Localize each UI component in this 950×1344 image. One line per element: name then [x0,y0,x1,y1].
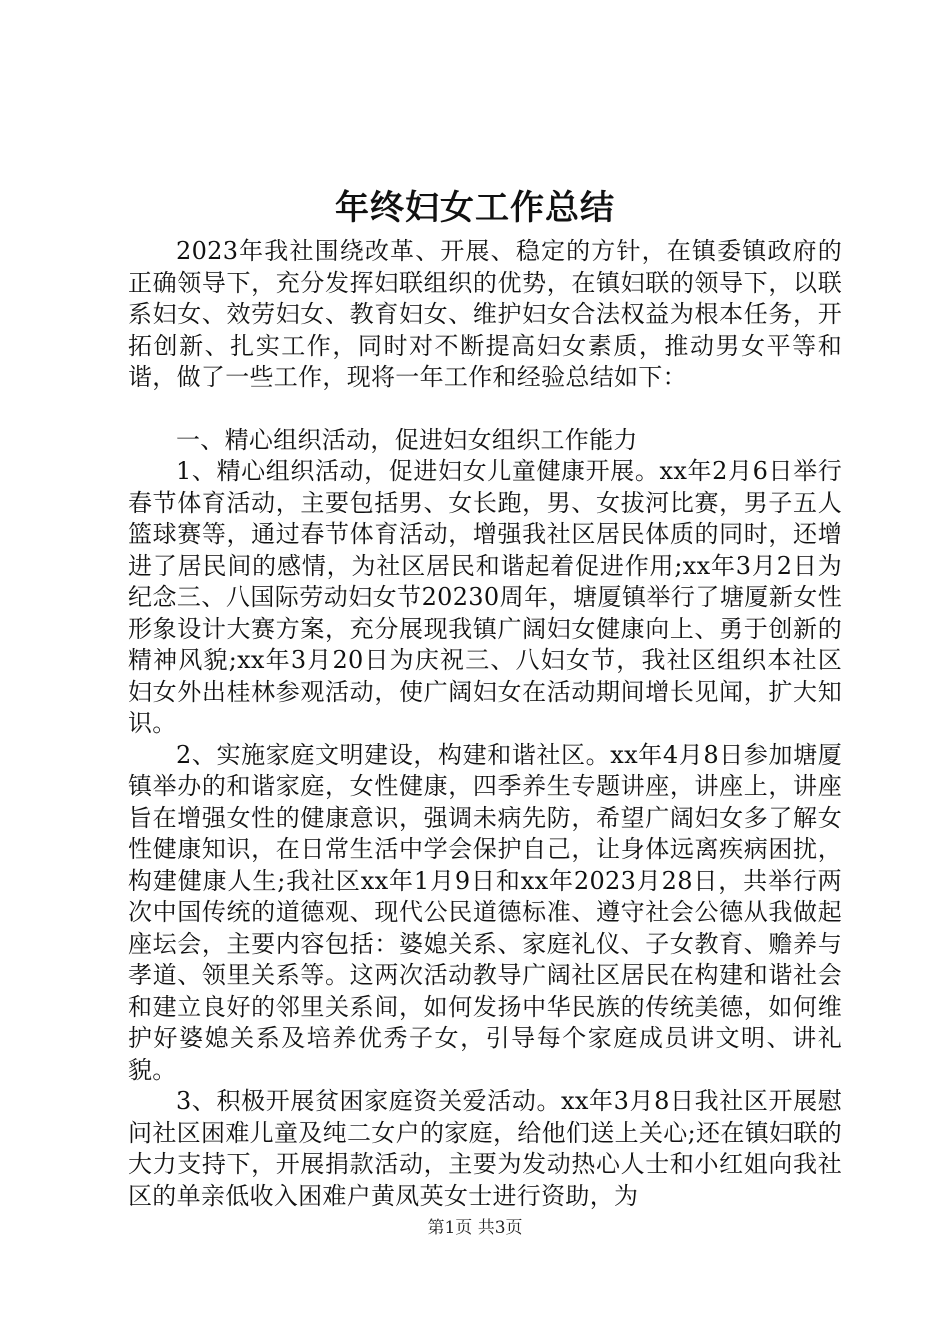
document-body [128,236,842,1212]
page-number-footer: 第1页 共3页 [427,1218,523,1238]
body-paragraph: 1、精心组织活动，促进妇女儿童健康开展。xx年2月6日举行春节体育活动，主要包括男、女长跑，男、女拔河比赛，男子五人篮球赛等，通过春节体育活动，增强我社区居民体质的同时，还增进了居民间的感情，为社区居民和谐起着促进作用;xx年3月2日为纪念三、八国际劳动妇女节20230周年，塘厦镇举行了塘厦新女性形象设计大赛方案，充分展现我镇广阔妇女健康向上、勇于创新的精神风貌;xx年3月20日为庆祝三、八妇女节，我社区组织本社区妇女外出桂林参观活动，使广阔妇女在活动期间增长见闻，扩大知识。 [128,457,842,737]
body-paragraph: 2、实施家庭文明建设，构建和谐社区。xx年4月8日参加塘厦镇举办的和谐家庭，女性健康，四季养生专题讲座，讲座上，讲座旨在增强女性的健康意识，强调未病先防，希望广阔妇女多了解女性健康知识，在日常生活中学会保护自己，让身体远离疾病困扰，构建健康人生;我社区xx年1月9日和xx年2023月28日，共举行两次中国传统的道德观、现代公民道德标准、遵守社会公德从我做起座坛会，主要内容包括：婆媳关系、家庭礼仪、子女教育、赡养与孝道、领里关系等。这两次活动教导广阔社区居民在构建和谐社会和建立良好的邻里关系间，如何发扬中华民族的传统美德，如何维护好婆媳关系及培养优秀子女，引导每个家庭成员讲文明、讲礼貌。 [128,740,842,1084]
intro-paragraph: 2023年我社围绕改革、开展、稳定的方针，在镇委镇政府的正确领导下，充分发挥妇联组织的优势，在镇妇联的领导下，以联系妇女、效劳妇女、教育妇女、维护妇女合法权益为根本任务，开拓创新、扎实工作，同时对不断提高妇女素质，推动男女平等和谐，做了一些工作，现将一年工作和经验总结如下： [128,237,842,391]
document-title: 年终妇女工作总结 [335,188,615,228]
section-heading: 一、精心组织活动，促进妇女组织工作能力 [176,425,638,454]
body-paragraph: 3、积极开展贫困家庭资关爱活动。xx年3月8日我社区开展慰问社区困难儿童及纯二女户的家庭，给他们送上关心;还在镇妇联的大力支持下，开展捐款活动，主要为发动热心人士和小红姐向我社区的单亲低收入困难户黄凤英女士进行资助，为 [128,1087,842,1210]
